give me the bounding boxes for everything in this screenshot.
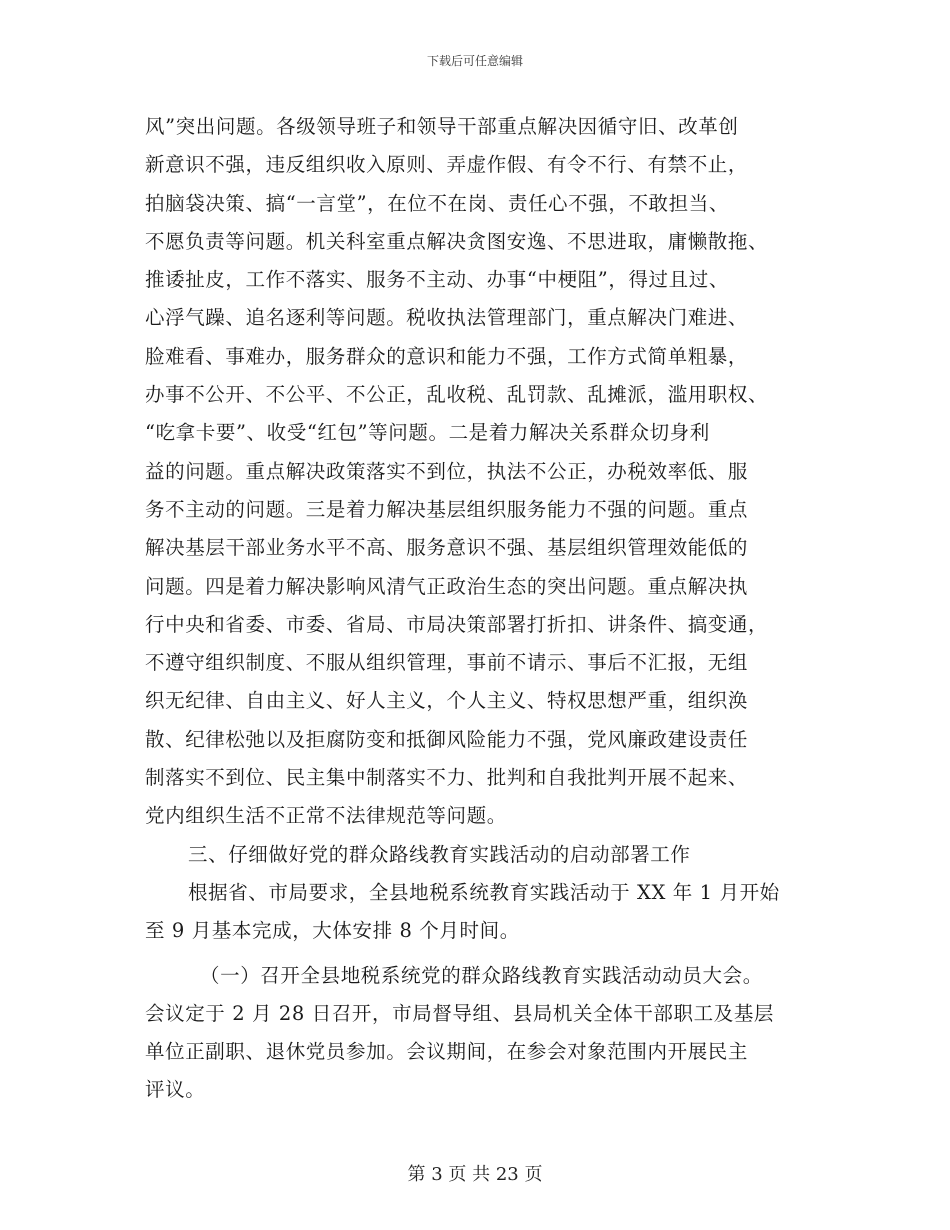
text-line: 益的问题。重点解决政策落实不到位，执法不公正，办税效率低、服 [145, 459, 749, 483]
paragraph-line: 会议定于 2 月 28 日召开，市局督导组、县局机关全体干部职工及基层 [145, 1001, 775, 1025]
page-header: 下载后可任意编辑 [426, 54, 523, 68]
page-number-footer: 第 3 页 共 23 页 [407, 1164, 543, 1185]
text-line: 不愿负责等问题。机关科室重点解决贪图安逸、不思进取，庸懒散拖、 [145, 229, 769, 253]
text-line: 务不主动的问题。三是着力解决基层组织服务能力不强的问题。重点 [145, 497, 749, 521]
paragraph-line: 评议。 [145, 1078, 206, 1102]
text-line: 脸难看、事难办，服务群众的意识和能力不强，工作方式简单粗暴， [145, 344, 749, 368]
text-line: 办事不公开、不公平、不公正，乱收税、乱罚款、乱摊派，滥用职权、 [145, 383, 769, 407]
text-line: 解决基层干部业务水平不高、服务意识不强、基层组织管理效能低的 [145, 536, 749, 560]
text-line: 心浮气躁、追名逐利等问题。税收执法管理部门，重点解决门难进、 [145, 306, 749, 330]
text-line: 推诿扯皮，工作不落实、服务不主动、办事“中梗阻”，得过且过、 [145, 268, 729, 292]
text-line: 行中央和省委、市委、省局、市局决策部署打折扣、讲条件、搞变通， [145, 612, 769, 636]
text-line: 风”突出问题。各级领导班子和领导干部重点解决因循守旧、改革创 [145, 115, 739, 138]
text-line: 制落实不到位、民主集中制落实不力、批判和自我批判开展不起来、 [145, 766, 749, 790]
paragraph-line: 单位正副职、退休党员参加。会议期间，在参会对象范围内开展民主 [145, 1040, 749, 1064]
text-line: 织无纪律、自由主义、好人主义，个人主义、特权思想严重，组织涣 [145, 689, 749, 713]
text-line: 不遵守组织制度、不服从组织管理，事前不请示、事后不汇报，无组 [145, 651, 749, 675]
paragraph-line: 至 9 月基本完成，大体安排 8 个月时间。 [145, 919, 520, 943]
text-line: “吃拿卡要”、收受“红包”等问题。二是着力解决关系群众切身利 [145, 421, 710, 445]
text-line: 散、纪律松弛以及拒腐防变和抵御风险能力不强，党风廉政建设责任 [145, 727, 749, 751]
paragraph-line: （一）召开全县地税系统党的群众路线教育实践活动动员大会。 [200, 963, 763, 987]
paragraph-line: 根据省、市局要求，全县地税系统教育实践活动于 XX 年 1 月开始 [188, 880, 780, 904]
text-line: 拍脑袋决策、搞“一言堂”，在位不在岗、责任心不强，不敢担当、 [145, 191, 729, 215]
text-line: 党内组织生活不正常不法律规范等问题。 [145, 804, 507, 828]
section-heading: 三、仔细做好党的群众路线教育实践活动的启动部署工作 [188, 842, 691, 866]
document-body [145, 108, 805, 1110]
text-line: 新意识不强，违反组织收入原则、弄虚作假、有令不行、有禁不止， [145, 153, 749, 177]
text-line: 问题。四是着力解决影响风清气正政治生态的突出问题。重点解决执 [145, 574, 749, 598]
